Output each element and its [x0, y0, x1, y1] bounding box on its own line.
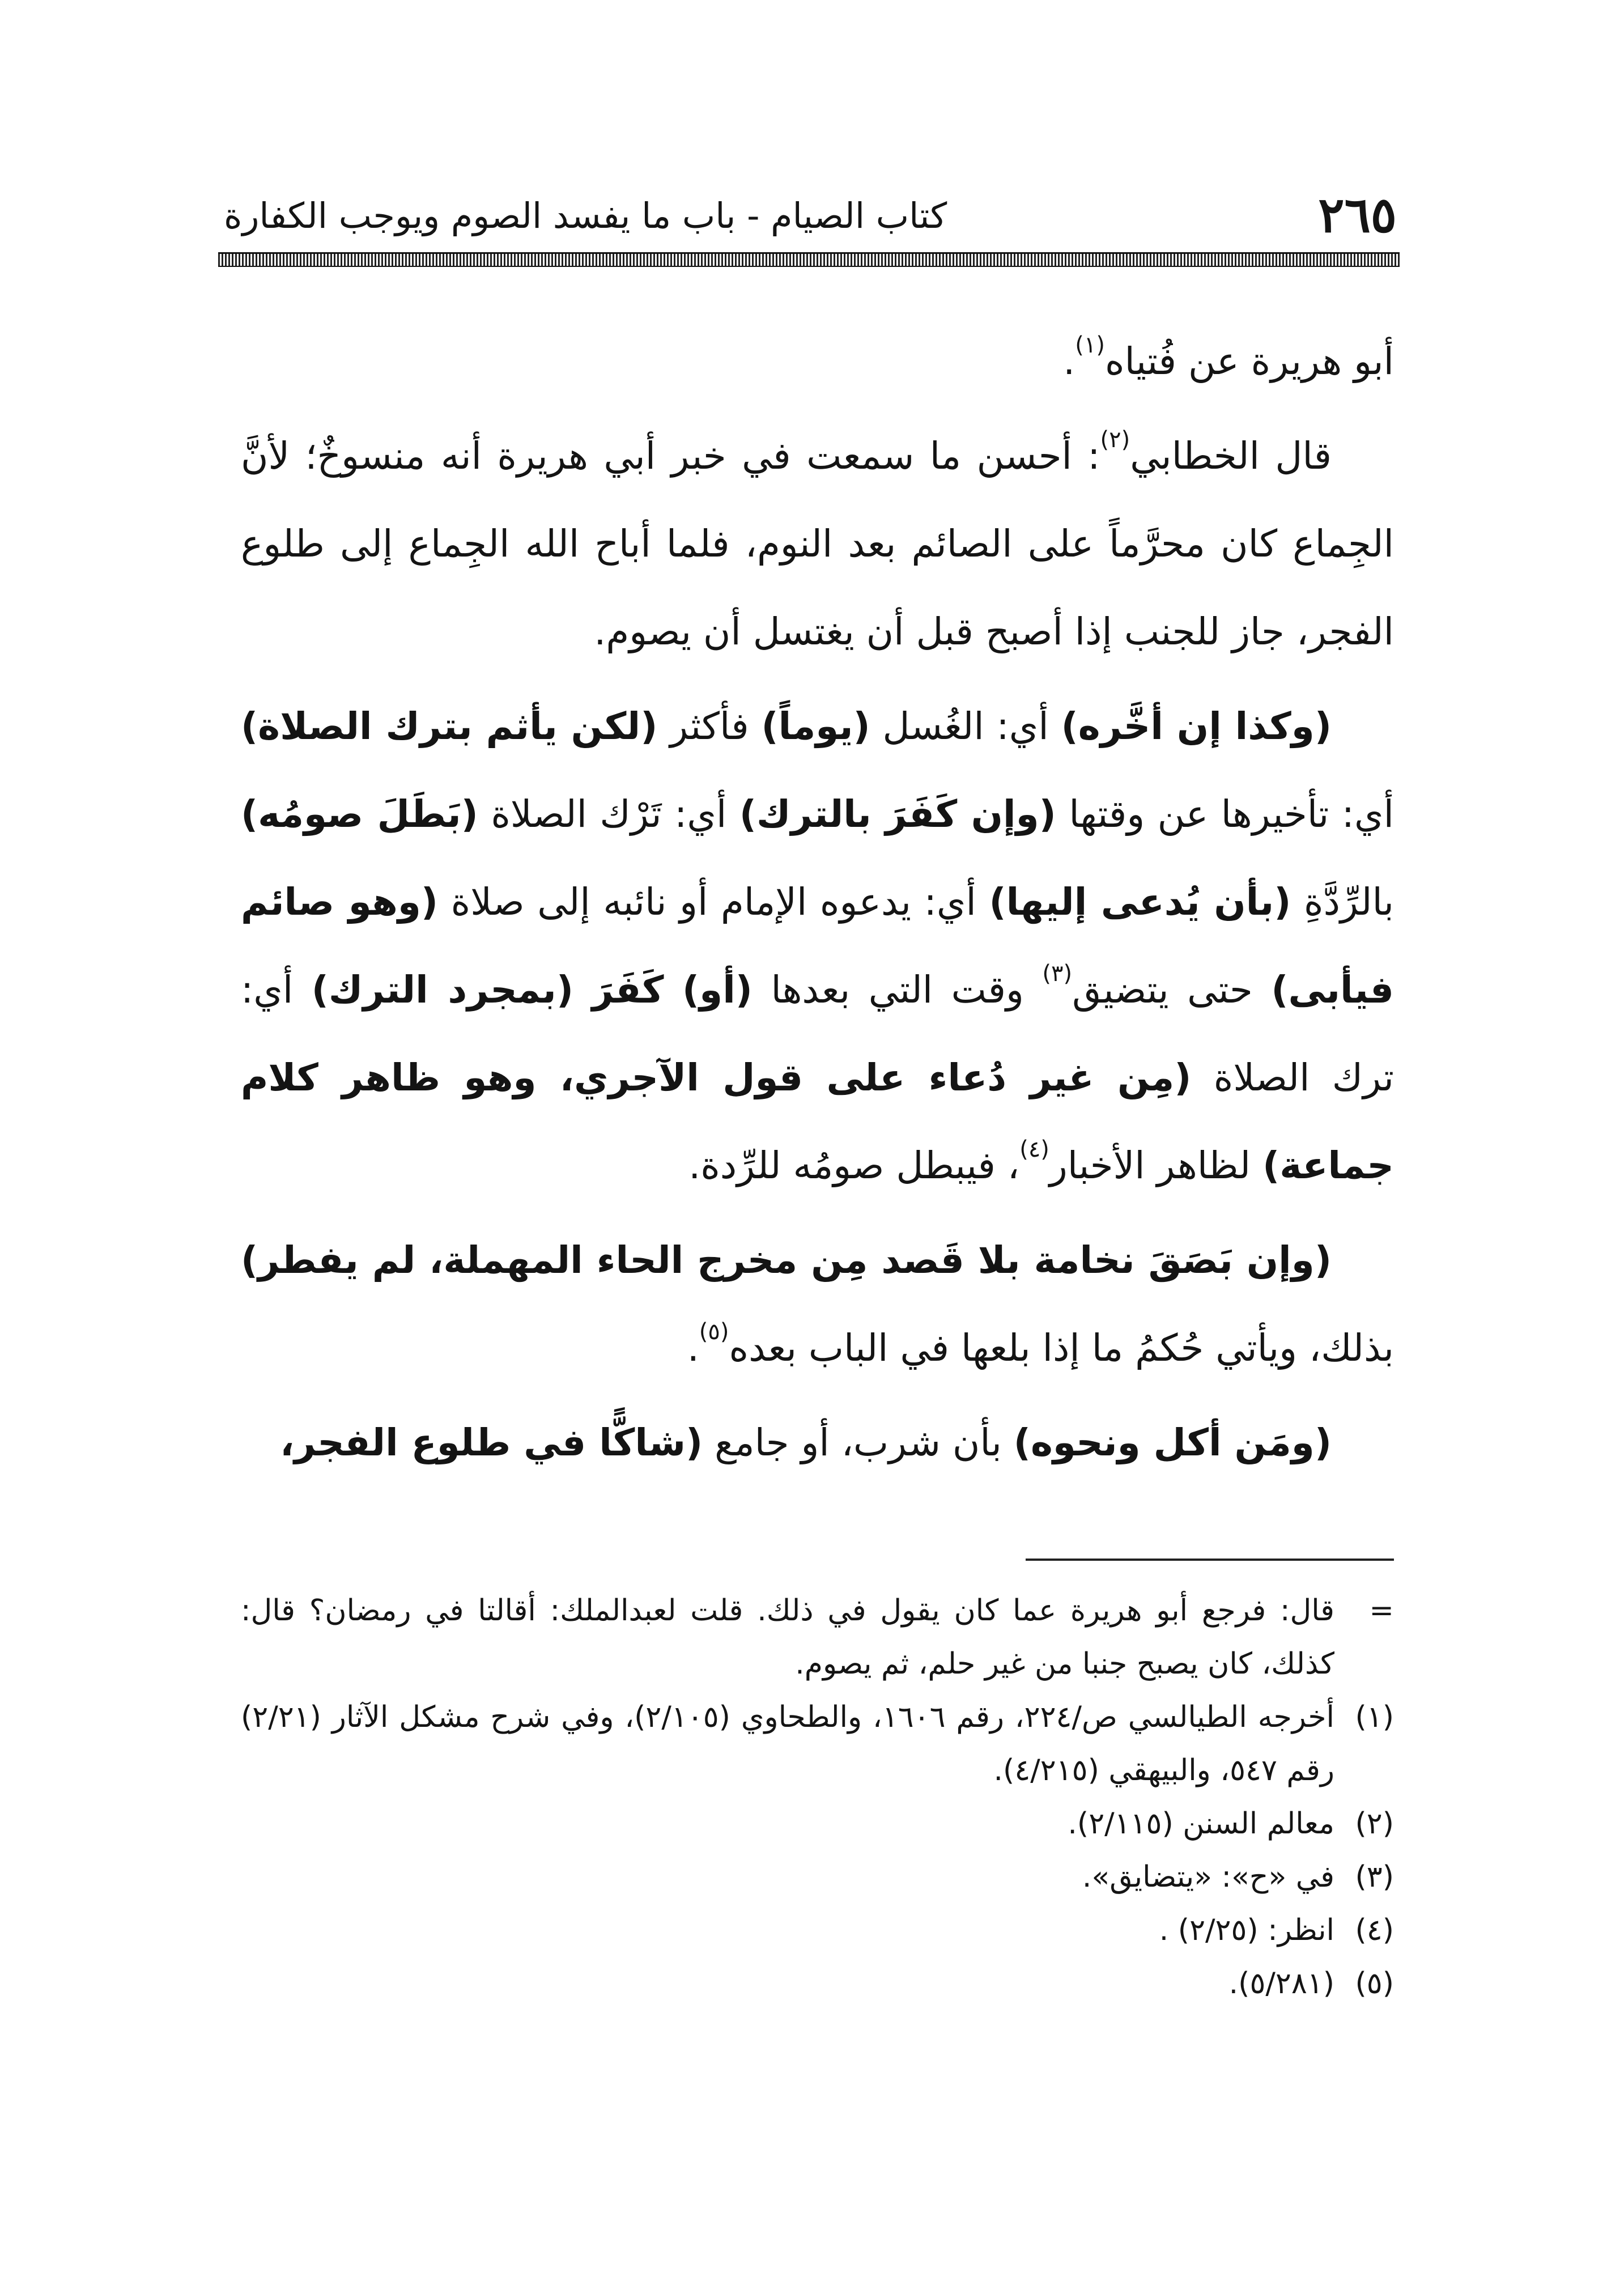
matn-text: (شاكًّا في طلوع الفجر،	[280, 1421, 703, 1464]
main-text	[241, 317, 1394, 1493]
footnote-mark: (٥)	[1355, 1967, 1394, 2001]
footnotes	[241, 1584, 1394, 2010]
text-run: أي: يدعوه الإمام أو نائبه إلى صلاة	[438, 880, 989, 924]
footnote-text: قال: فرجع أبو هريرة عما كان يقول في ذلك. قلت لعبدالملك: أقالتا في رمضان؟ قال: كذلك، كان يصبح جنبا من غير حلم، ثم يصوم.	[241, 1594, 1334, 1681]
text-run: : أحسن ما سمعت في خبر أبي هريرة أنه منسوخٌ؛ لأنَّ الجِماع كان محرَّماً على الصائم بعد النوم، فلما أباح الله الجِماع إلى طلوع الفجر، جاز للجنب إذا أصبح قبل أن يغتسل أن يصوم.	[241, 434, 1394, 653]
footnote-mark: (٣)	[1355, 1860, 1394, 1894]
text-run: ، فيبطل صومُه للرِّدة.	[688, 1144, 1020, 1187]
text-run: .	[687, 1326, 699, 1370]
footnote-ref-2: (٢)	[1100, 427, 1130, 453]
text-run: بذلك، ويأتي حُكمُ ما إذا بلعها في الباب بعده	[729, 1326, 1394, 1370]
matn-text: (مِن غير دُعاء على قول الآجري، وهو ظاهر كلام جماعة)	[241, 1056, 1394, 1187]
page-number: ٢٦٥	[1318, 186, 1397, 244]
matn-text: (يوماً)	[761, 704, 870, 748]
matn-text: (وإن كَفَرَ بالترك)	[739, 792, 1056, 836]
text-run: فأكثر	[657, 704, 762, 748]
text-run: لظاهر الأخبار	[1049, 1144, 1263, 1187]
text-run: أي: الغُسل	[870, 704, 1061, 748]
text-run: أبو هريرة عن فُتياه	[1104, 339, 1394, 383]
text-run: أي: ترك الصلاة	[241, 968, 1394, 1099]
paragraph-4	[241, 1216, 1394, 1392]
footnote-ref-5: (٥)	[699, 1319, 729, 1345]
matn-text: (أو)	[682, 968, 753, 1012]
footnote-text: معالم السنن (٢/١١٥).	[1068, 1807, 1334, 1841]
page-header	[224, 184, 1397, 247]
footnote-text: في «ح»: «يتضايق».	[1082, 1860, 1334, 1894]
footnote-ref-3: (٣)	[1042, 961, 1073, 987]
footnote-text: (٥/٢٨١).	[1228, 1967, 1334, 2001]
text-run: بالرِّدَّةِ	[1291, 880, 1394, 924]
text-run	[664, 968, 682, 1012]
paragraph-1	[241, 317, 1394, 405]
text-run: أي: تأخيرها عن وقتها	[1056, 792, 1394, 836]
footnote-3	[241, 1850, 1394, 1904]
footnote-continued	[241, 1584, 1394, 1691]
text-run: .	[1063, 339, 1075, 383]
text-run: قال الخطابي	[1130, 434, 1332, 478]
footnote-text: انظر: (٢/٢٥) .	[1159, 1913, 1334, 1947]
matn-text: (بمجرد الترك)	[311, 968, 574, 1012]
matn-text: (وإن بَصَقَ نخامة بلا قَصد مِن مخرج الحاء المهملة، لم يفطر)	[241, 1238, 1332, 1282]
paragraph-5	[241, 1399, 1394, 1487]
footnote-ref-1: (١)	[1075, 332, 1105, 358]
text-run: أي: تَرْك الصلاة	[478, 792, 739, 836]
header-rule	[218, 252, 1400, 267]
footnote-mark: =	[1369, 1594, 1394, 1628]
matn-text: (ومَن أكل ونحوه)	[1013, 1421, 1332, 1464]
paragraph-3	[241, 682, 1394, 1209]
running-title: كتاب الصيام - باب ما يفسد الصوم ويوجب الكفارة	[224, 195, 947, 236]
text-run: بأن شرب، أو جامع	[703, 1421, 1014, 1464]
footnote-1	[241, 1691, 1394, 1797]
footnote-2	[241, 1797, 1394, 1850]
footnote-4	[241, 1904, 1394, 1957]
text-run: وقت التي بعدها	[752, 968, 1043, 1012]
matn-text: (بأن يُدعى إليها)	[989, 880, 1291, 924]
text-run	[573, 968, 592, 1012]
matn-text: (وكذا إن أخَّره)	[1061, 704, 1332, 748]
matn-text: (وهو صائم فيأبى)	[241, 880, 1394, 1012]
footnote-text: أخرجه الطيالسي ص/٢٢٤، رقم ١٦٠٦، والطحاوي (٢/١٠٥)، وفي شرح مشكل الآثار (٢/٢١) رقم ٥٤٧، والبيهقي (٤/٢١٥).	[241, 1700, 1334, 1787]
text-run: حتى يتضيق	[1072, 968, 1272, 1012]
footnote-mark: (١)	[1355, 1700, 1394, 1734]
footnote-ref-4: (٤)	[1019, 1136, 1049, 1162]
footnote-separator	[1026, 1559, 1394, 1561]
footnote-mark: (٤)	[1355, 1913, 1394, 1947]
paragraph-2	[241, 412, 1394, 676]
footnote-5	[241, 1957, 1394, 2010]
footnote-mark: (٢)	[1355, 1807, 1394, 1841]
matn-text: كَفَرَ	[592, 968, 664, 1012]
matn-text: (بَطَلَ صومُه)	[241, 792, 478, 836]
matn-text: (لكن يأثم بترك الصلاة)	[241, 704, 658, 748]
